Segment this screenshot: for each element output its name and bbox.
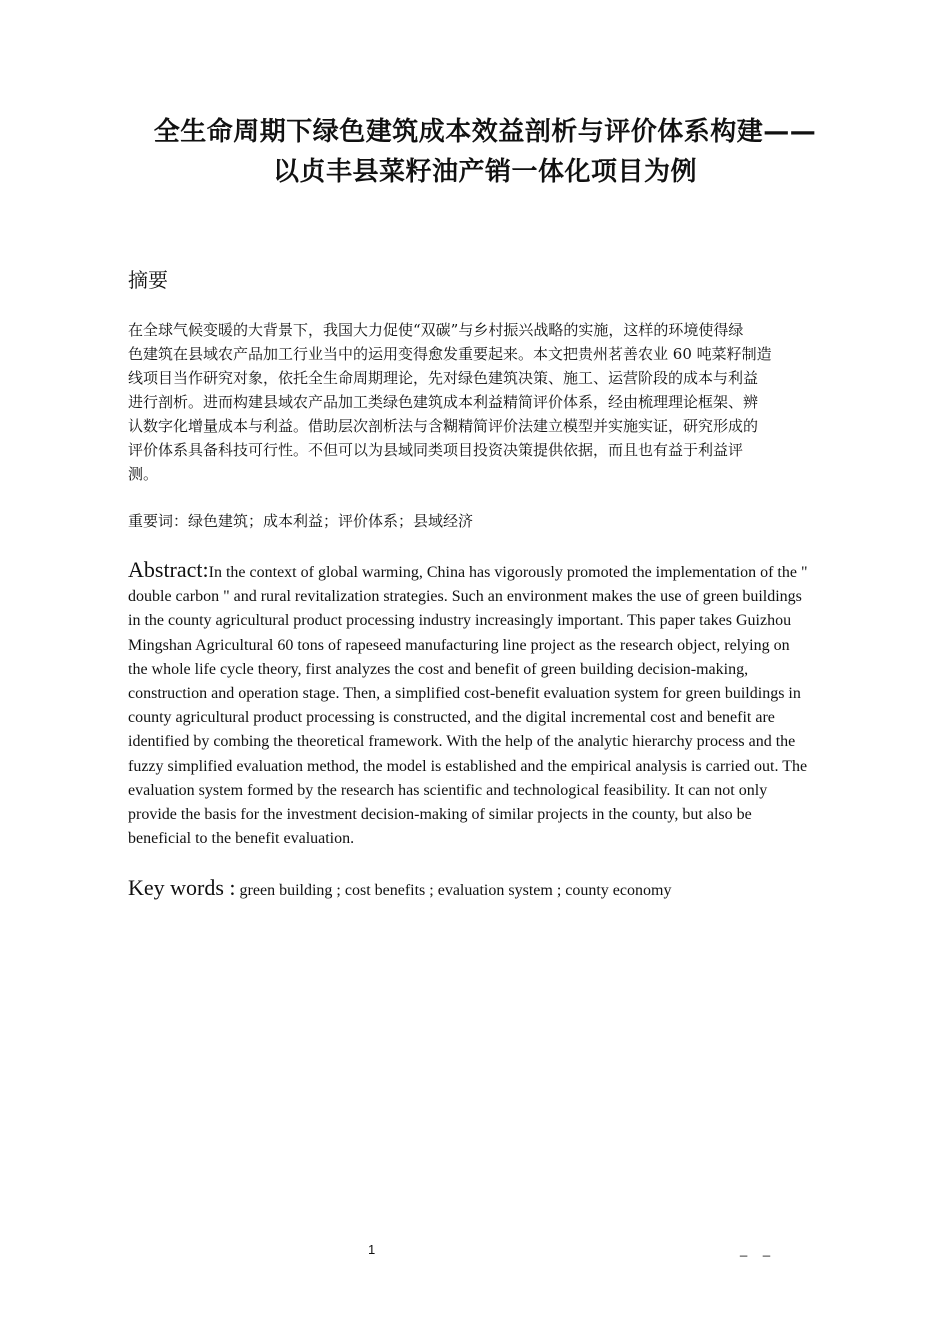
english-abstract-line: in the county agricultural product processing industry increasingly important. This paper takes Guizhou bbox=[128, 612, 792, 630]
english-abstract-line: identified by combing the theoretical framework. With the help of the analytic hierarchy process and the bbox=[128, 733, 796, 751]
chinese-abstract-line: 评价体系具备科技可行性。不但可以为县域同类项目投资决策提供依据，而且也有益于利益评 bbox=[128, 441, 744, 459]
document-title bbox=[110, 112, 860, 192]
english-abstract-line: the whole life cycle theory, first analyzes the cost and benefit of green building decision-making, bbox=[128, 660, 749, 678]
footer-mark: _ _ bbox=[740, 1242, 777, 1257]
chinese-abstract-line: 测。 bbox=[128, 465, 159, 483]
page-number: 1 bbox=[368, 1242, 376, 1257]
english-abstract-line: county agricultural product processing is constructed, and the digital incremental cost and benefit are bbox=[128, 709, 775, 727]
chinese-abstract-line: 进行剖析。进而构建县域农产品加工类绿色建筑成本利益精简评价体系，经由梳理理论框架、辨 bbox=[128, 393, 759, 411]
english-abstract-line: provide the basis for the investment decision-making of similar projects in the county, but also be bbox=[128, 806, 752, 824]
english-abstract-line: construction and operation stage. Then, a simplified cost-benefit evaluation system for green buildings in bbox=[128, 685, 801, 703]
english-keywords-text: green building ; cost benefits ; evaluation system ; county economy bbox=[235, 882, 672, 899]
title-line-2: 以贞丰县菜籽油产销一体化项目为例 bbox=[272, 157, 697, 187]
abstract-heading: 摘要 bbox=[128, 268, 168, 292]
chinese-abstract-line: 线项目当作研究对象，依托全生命周期理论，先对绿色建筑决策、施工、运营阶段的成本与利益 bbox=[128, 369, 759, 387]
english-abstract-label: Abstract: bbox=[128, 557, 209, 582]
title-line-1: 全生命周期下绿色建筑成本效益剖析与评价体系构建—— bbox=[153, 117, 817, 147]
english-abstract-line: evaluation system formed by the research has scientific and technological feasibility. It can not only bbox=[128, 781, 768, 799]
english-abstract-line: double carbon " and rural revitalization strategies. Such an environment makes the use of green buildings bbox=[128, 588, 802, 606]
english-abstract-first-line: In the context of global warming, China has vigorously promoted the implementation of the " bbox=[208, 564, 808, 581]
chinese-abstract-line: 在全球气候变暖的大背景下，我国大力促使“双碳”与乡村振兴战略的实施，这样的环境使得绿 bbox=[128, 321, 744, 339]
english-abstract-line: Mingshan Agricultural 60 tons of rapeseed manufacturing line project as the research object, relying on bbox=[128, 636, 790, 654]
chinese-abstract bbox=[128, 318, 840, 486]
english-keywords bbox=[128, 874, 671, 905]
chinese-abstract-line: 认数字化增量成本与利益。借助层次剖析法与含糊精简评价法建立模型并实施实证，研究形成的 bbox=[128, 417, 759, 435]
english-abstract bbox=[128, 558, 844, 851]
chinese-keywords: 重要词：绿色建筑；成本利益；评价体系；县域经济 bbox=[128, 512, 474, 530]
chinese-abstract-line: 色建筑在县域农产品加工行业当中的运用变得愈发重要起来。本文把贵州茗善农业 60 吨菜籽制造 bbox=[128, 345, 772, 363]
english-abstract-line: beneficial to the benefit evaluation. bbox=[128, 830, 355, 848]
english-abstract-line bbox=[128, 558, 844, 585]
english-keywords-label: Key words : bbox=[128, 875, 236, 900]
english-abstract-line: fuzzy simplified evaluation method, the model is established and the empirical analysis is carried out. The bbox=[128, 757, 808, 775]
